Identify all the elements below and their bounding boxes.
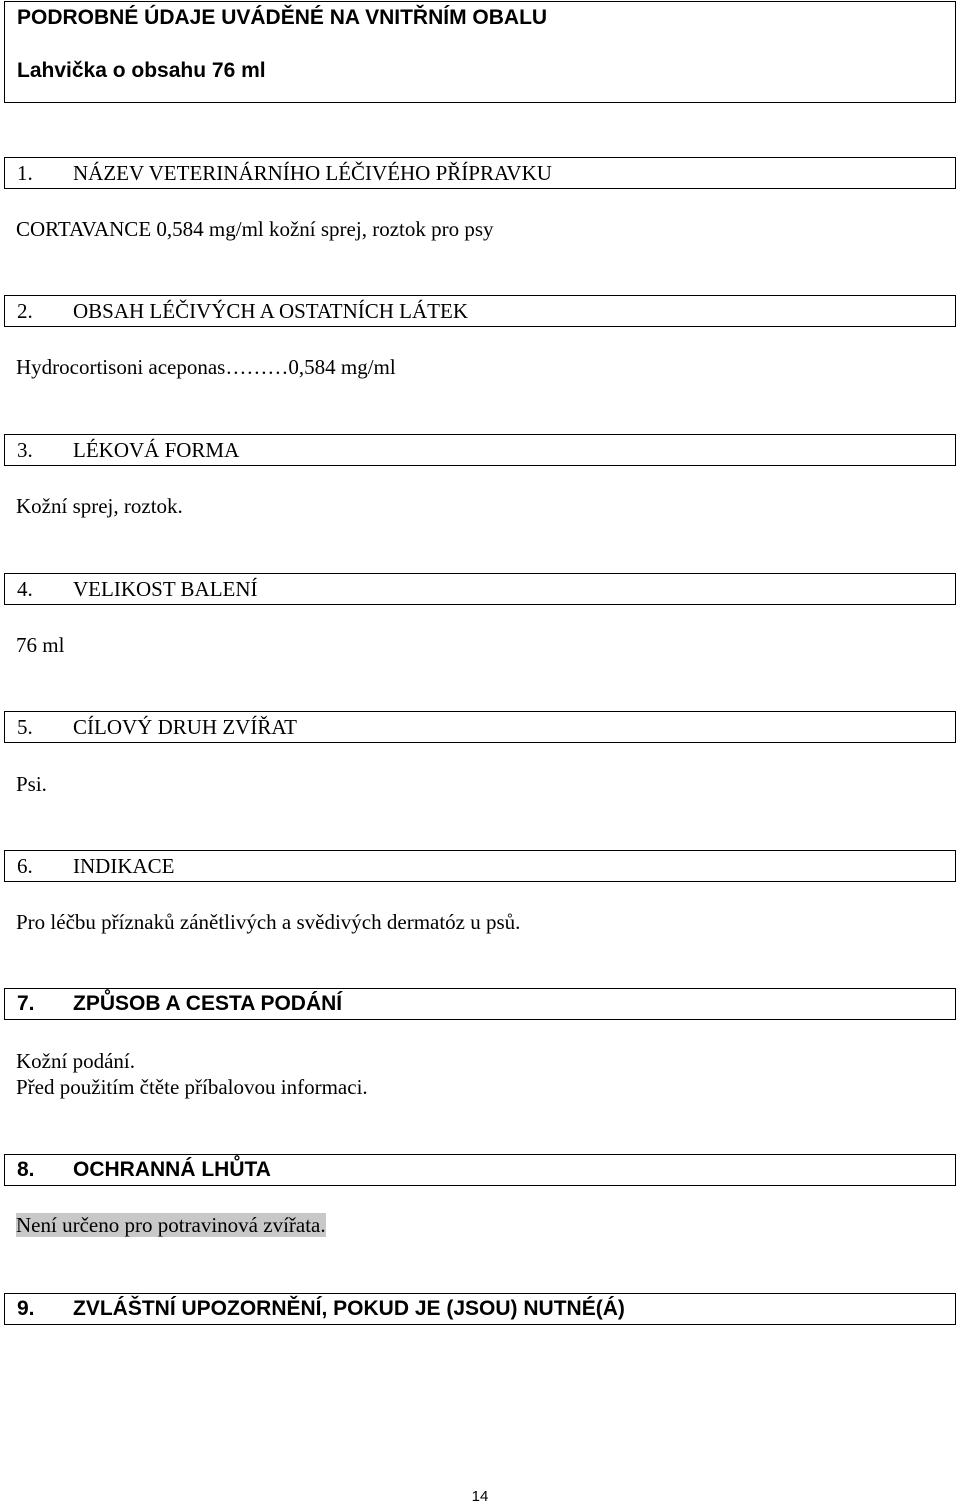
section-number: 4. — [17, 577, 33, 601]
section-number: 2. — [17, 299, 33, 323]
section-7-header — [4, 988, 956, 1020]
withdrawal-period-wrapper — [16, 1213, 326, 1237]
section-8-header — [4, 1154, 956, 1186]
section-9-header — [4, 1293, 956, 1325]
section-number: 6. — [17, 854, 33, 878]
section-title: CÍLOVÝ DRUH ZVÍŘAT — [73, 715, 297, 739]
indications: Pro léčbu příznaků zánětlivých a svědivých dermatóz u psů. — [16, 910, 521, 934]
product-name: CORTAVANCE 0,584 mg/ml kožní sprej, roztok pro psy — [16, 217, 494, 241]
section-number: 8. — [17, 1158, 35, 1181]
section-number: 9. — [17, 1297, 35, 1320]
section-5-header — [4, 711, 956, 743]
target-species: Psi. — [16, 772, 47, 796]
section-3-header — [4, 434, 956, 466]
section-title: OBSAH LÉČIVÝCH A OSTATNÍCH LÁTEK — [73, 299, 468, 323]
section-2-header — [4, 295, 956, 327]
section-1-header — [4, 157, 956, 189]
section-title: OCHRANNÁ LHŮTA — [73, 1158, 271, 1181]
pharmaceutical-form: Kožní sprej, roztok. — [16, 494, 183, 518]
section-title: ZPŮSOB A CESTA PODÁNÍ — [73, 992, 343, 1015]
section-title: LÉKOVÁ FORMA — [73, 438, 240, 462]
page-number: 14 — [471, 1488, 489, 1505]
packaging-header-box — [4, 1, 956, 103]
administration-route: Kožní podání. — [16, 1049, 135, 1073]
package-size: 76 ml — [16, 633, 65, 657]
administration-note: Před použitím čtěte příbalovou informaci. — [16, 1075, 368, 1099]
section-title: VELIKOST BALENÍ — [73, 577, 258, 601]
section-title: INDIKACE — [73, 854, 175, 878]
section-title: ZVLÁŠTNÍ UPOZORNĚNÍ, POKUD JE (JSOU) NUTNÉ(Á) — [73, 1297, 625, 1320]
active-substance: Hydrocortisoni aceponas………0,584 mg/ml — [16, 355, 396, 379]
document-title: PODROBNÉ ÚDAJE UVÁDĚNÉ NA VNITŘNÍM OBALU — [17, 6, 548, 29]
withdrawal-period: Není určeno pro potravinová zvířata. — [16, 1213, 326, 1237]
container-description: Lahvička o obsahu 76 ml — [17, 59, 266, 82]
section-number: 1. — [17, 161, 33, 185]
section-number: 7. — [17, 992, 35, 1015]
section-6-header — [4, 850, 956, 882]
section-number: 5. — [17, 715, 33, 739]
section-number: 3. — [17, 438, 33, 462]
section-4-header — [4, 573, 956, 605]
section-title: NÁZEV VETERINÁRNÍHO LÉČIVÉHO PŘÍPRAVKU — [73, 161, 552, 185]
